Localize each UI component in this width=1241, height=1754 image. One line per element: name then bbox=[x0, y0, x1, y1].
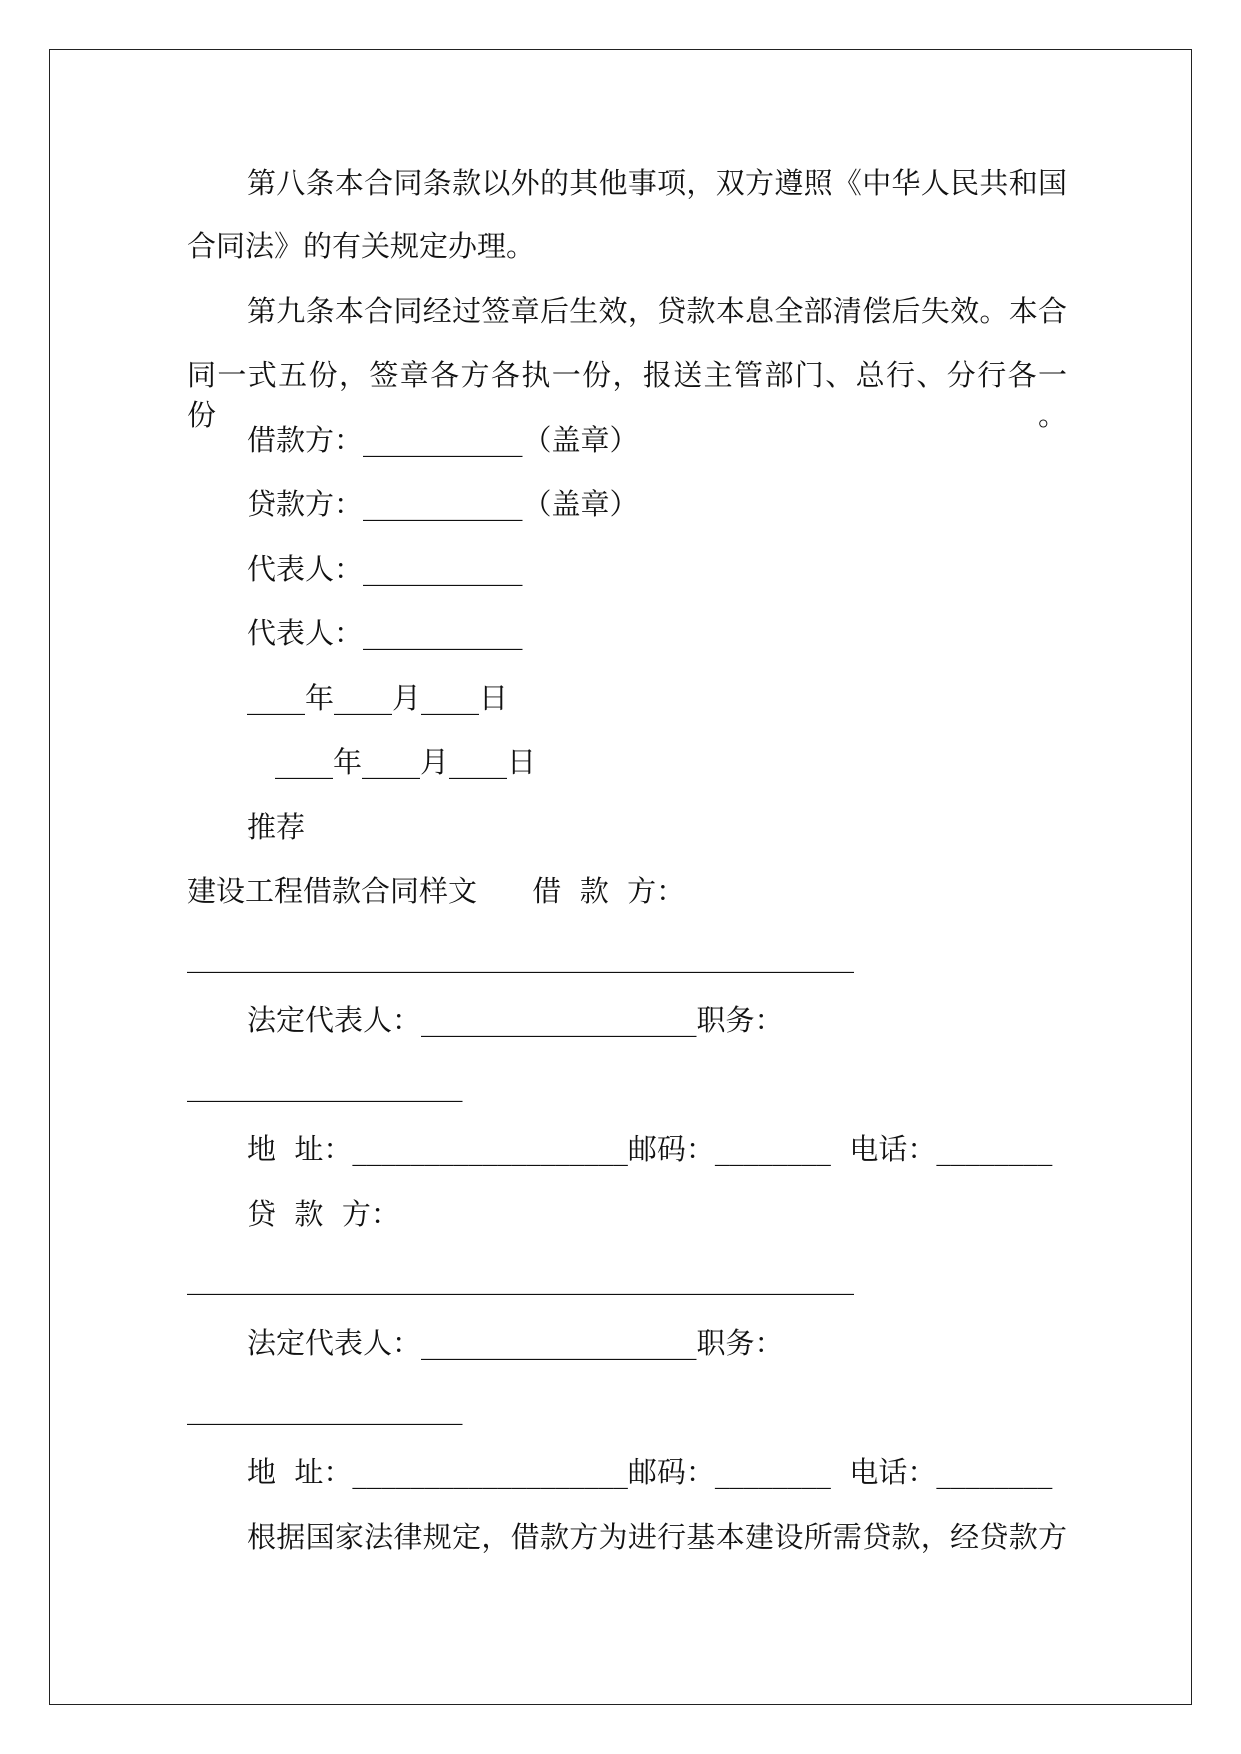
recommend-label: 推荐 bbox=[247, 810, 306, 844]
sample-title-line: 建设工程借款合同样文 借 款 方： bbox=[187, 874, 686, 908]
borrower-seal-line: 借款方：___________（盖章） bbox=[247, 423, 639, 457]
borrower-position-blank: ___________________ bbox=[187, 1068, 463, 1102]
borrower-name-blank: ______________________________________________ bbox=[187, 939, 854, 973]
borrower-legal-rep-line: 法定代表人：___________________职务： bbox=[247, 1003, 784, 1037]
clause-9-line-2: 同一式五份，签章各方各执一份，报送主管部门、总行、分行各一份。 bbox=[187, 358, 1067, 432]
representative-line-2: 代表人：___________ bbox=[247, 616, 523, 650]
date-line-2: ____年____月____日 bbox=[275, 745, 537, 779]
lender-name-blank: ______________________________________________ bbox=[187, 1261, 854, 1295]
lender-legal-rep-line: 法定代表人：___________________职务： bbox=[247, 1326, 784, 1360]
lender-address-line: 地 址：___________________邮码：________ 电话：________ bbox=[247, 1455, 1053, 1489]
clause-8-line-1: 第八条本合同条款以外的其他事项，双方遵照《中华人民共和国 bbox=[247, 166, 1067, 200]
clause-8-line-2: 合同法》的有关规定办理。 bbox=[187, 229, 536, 263]
lender-position-blank: ___________________ bbox=[187, 1391, 463, 1425]
lender-label-line: 贷 款 方： bbox=[247, 1197, 400, 1231]
contract-preamble-line: 根据国家法律规定，借款方为进行基本建设所需贷款，经贷款方 bbox=[247, 1520, 1067, 1554]
clause-9-line-1: 第九条本合同经过签章后生效，贷款本息全部清偿后失效。本合 bbox=[247, 294, 1067, 328]
borrower-address-line: 地 址：___________________邮码：________ 电话：________ bbox=[247, 1132, 1053, 1166]
lender-seal-line: 贷款方：___________（盖章） bbox=[247, 487, 639, 521]
representative-line-1: 代表人：___________ bbox=[247, 552, 523, 586]
date-line-1: ____年____月____日 bbox=[247, 681, 509, 715]
